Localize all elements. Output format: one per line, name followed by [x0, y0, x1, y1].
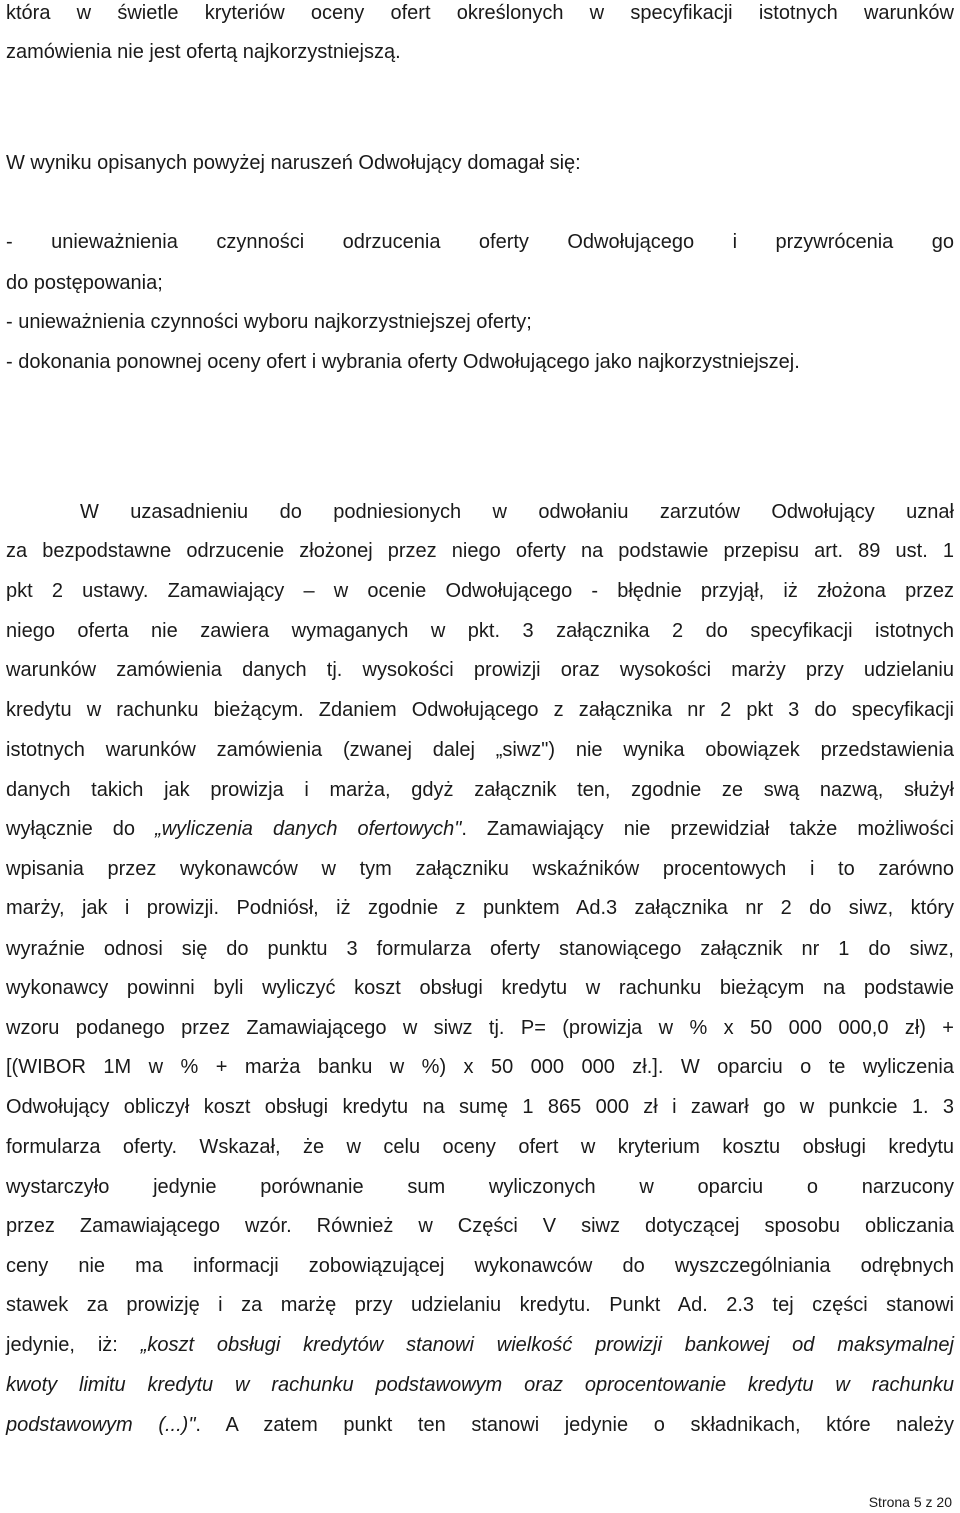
demand-item: - unieważnienia czynności wyboru najkorzystniejszej oferty; [6, 311, 532, 333]
justification-line: formularza oferty. Wskazał, że w celu oceny ofert w kryterium kosztu obsługi kredytu [6, 1136, 954, 1158]
justification-line: niego oferta nie zawiera wymaganych w pkt. 3 załącznika 2 do specyfikacji istotnych [6, 620, 954, 642]
justification-line: ceny nie ma informacji zobowiązującej wykonawców do wyszczególniania odrębnych [6, 1255, 954, 1277]
justification-line: wystarczyło jedynie porównanie sum wyliczonych w oparciu o narzucony [6, 1176, 954, 1198]
text-span: . Zamawiający nie przewidział także możliwości [461, 818, 954, 840]
text-line: która w świetle kryteriów oceny ofert określonych w specyfikacji istotnych warunków [6, 2, 954, 24]
text-span: wyłącznie do [6, 818, 156, 840]
justification-line: [(WIBOR 1M w % + marża banku w %) x 50 000 000 zł.]. W oparciu o te wyliczenia [6, 1056, 954, 1078]
demands-intro: W wyniku opisanych powyżej naruszeń Odwołujący domagał się: [6, 152, 581, 174]
demand-item-continuation: do postępowania; [6, 272, 163, 294]
justification-line: W uzasadnieniu do podniesionych w odwołaniu zarzutów Odwołujący uznał [80, 501, 954, 523]
demand-item: - unieważnienia czynności odrzucenia oferty Odwołującego i przywrócenia go [6, 231, 954, 253]
justification-line: wyraźnie odnosi się do punktu 3 formularza oferty stanowiącego załącznik nr 1 do siwz, [6, 938, 954, 960]
page-number: Strona 5 z 20 [868, 1494, 952, 1510]
italic-quote: „wyliczenia danych ofertowych" [155, 818, 462, 840]
justification-line: za bezpodstawne odrzucenie złożonej przez niego oferty na podstawie przepisu art. 89 ust. 1 [6, 540, 954, 562]
text-span: . A zatem punkt ten stanowi jedynie o składnikach, które należy [195, 1414, 954, 1436]
justification-line [6, 1333, 954, 1357]
italic-quote: „koszt obsługi kredytów stanowi wielkość prowizji bankowej od maksymalnej [140, 1334, 954, 1356]
justification-line [6, 817, 954, 841]
justification-line: wykonawcy powinni byli wyliczyć koszt obsługi kredytu w rachunku bieżącym na podstawie [6, 977, 954, 999]
justification-line: warunków zamówienia danych tj. wysokości prowizji oraz wysokości marży przy udzielaniu [6, 659, 954, 681]
justification-line: kredytu w rachunku bieżącym. Zdaniem Odwołującego z załącznika nr 2 pkt 3 do specyfikacji [6, 699, 954, 721]
text-span: jedynie, iż: [6, 1334, 141, 1356]
justification-line: Odwołujący obliczył koszt obsługi kredytu na sumę 1 865 000 zł i zawarł go w punkcie 1. 3 [6, 1096, 954, 1118]
justification-line: istotnych warunków zamówienia (zwanej dalej „siwz") nie wynika obowiązek przedstawienia [6, 739, 954, 761]
justification-line [6, 1413, 954, 1437]
demand-item: - dokonania ponownej oceny ofert i wybrania oferty Odwołującego jako najkorzystniejszej. [6, 351, 800, 373]
justification-line: marży, jak i prowizji. Podniósł, iż zgodnie z punktem Ad.3 załącznika nr 2 do siwz, który [6, 897, 954, 919]
justification-line: stawek za prowizję i za marżę przy udzielaniu kredytu. Punkt Ad. 2.3 tej części stanowi [6, 1294, 954, 1316]
justification-line: wzoru podanego przez Zamawiającego w siwz tj. P= (prowizja w % x 50 000 000,0 zł) + [6, 1017, 954, 1039]
italic-quote: podstawowym (...)" [6, 1414, 196, 1436]
justification-line: danych takich jak prowizja i marża, gdyż załącznik ten, zgodnie ze swą nazwą, służył [6, 779, 954, 801]
justification-line: pkt 2 ustawy. Zamawiający – w ocenie Odwołującego - błędnie przyjął, iż złożona przez [6, 580, 954, 602]
justification-line: wpisania przez wykonawców w tym załączniku wskaźników procentowych i to zarówno [6, 858, 954, 880]
justification-line: kwoty limitu kredytu w rachunku podstawowym oraz oprocentowanie kredytu w rachunku [6, 1374, 954, 1396]
justification-line: przez Zamawiającego wzór. Również w Części V siwz dotyczącej sposobu obliczania [6, 1215, 954, 1237]
text-line: zamówienia nie jest ofertą najkorzystniejszą. [6, 41, 401, 63]
